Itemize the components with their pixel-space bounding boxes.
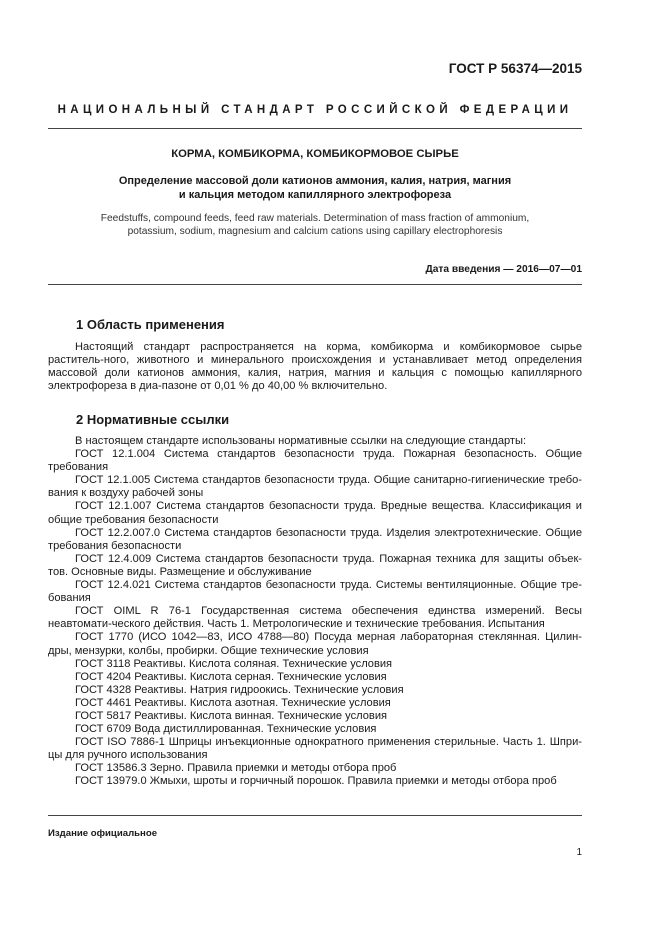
footer-rule — [48, 815, 582, 816]
subtitle-line-2: и кальция методом капиллярного электрофореза — [178, 189, 452, 201]
subtitle-line-1: Определение массовой доли катионов аммония, калия, натрия, магния — [118, 175, 512, 187]
section-2-body — [48, 435, 582, 789]
reference-item: ГОСТ 1770 (ИСО 1042—83, ИСО 4788—80) Посуда мерная лабораторная стеклянная. Цилин-дры, мензурки, колбы, пробирки. Общие технические условия — [48, 631, 582, 657]
reference-item: ГОСТ 12.4.021 Система стандартов безопасности труда. Системы вентиляционные. Общие тре-бования — [48, 579, 582, 605]
reference-item: ГОСТ 12.2.007.0 Система стандартов безопасности труда. Изделия электротехнические. Общие требования безопасности — [48, 526, 582, 552]
reference-item: ГОСТ 4328 Реактивы. Натрия гидроокись. Технические условия — [75, 683, 404, 696]
reference-item: ГОСТ 12.1.005 Система стандартов безопасности труда. Общие санитарно-гигиенические требо-вания к воздуху рабочей зоны — [48, 474, 582, 500]
national-standard-title: НАЦИОНАЛЬНЫЙ СТАНДАРТ РОССИЙСКОЙ ФЕДЕРАЦИИ — [57, 104, 573, 116]
doc-number: ГОСТ Р 56374—2015 — [448, 61, 582, 76]
english-title-line-1: Feedstuffs, compound feeds, feed raw materials. Determination of mass fraction of ammonium, — [100, 213, 530, 224]
reference-item: ГОСТ 13979.0 Жмыхи, шроты и горчичный порошок. Правила приемки и методы отбора проб — [75, 775, 557, 788]
reference-item: ГОСТ 4461 Реактивы. Кислота азотная. Технические условия — [75, 696, 391, 709]
section-1-paragraph: Настоящий стандарт распространяется на корма, комбикорма и комбикормовое сырье раститель-ного, животного и минерального происхождения и устанавливает метод определения массовой доли катионов аммония, калия, натрия, магния и кальция с помощью капиллярного электрофореза в диа-пазоне от 0,01 % до 40,00 % включительно. — [48, 341, 582, 393]
section-1-body — [48, 341, 582, 393]
introduction-date: Дата введения — 2016—07—01 — [425, 264, 582, 275]
page-number: 1 — [576, 847, 582, 858]
reference-item: ГОСТ 5817 Реактивы. Кислота винная. Технические условия — [75, 709, 388, 722]
english-title — [48, 212, 582, 238]
date-rule — [48, 284, 582, 285]
reference-item: ГОСТ 12.4.009 Система стандартов безопасности труда. Пожарная техника для защиты объек-тов. Основные виды. Размещение и обслуживание — [48, 552, 582, 578]
reference-item: ГОСТ 12.1.004 Система стандартов безопасности труда. Пожарная безопасность. Общие требования — [48, 448, 582, 474]
edition-label: Издание официальное — [48, 828, 158, 839]
reference-item: ГОСТ ISO 7886-1 Шприцы инъекционные однократного применения стерильные. Часть 1. Шпри-цы для ручного использования — [48, 736, 582, 762]
reference-item: ГОСТ 6709 Вода дистиллированная. Технические условия — [75, 723, 377, 736]
subtitle — [48, 174, 582, 202]
reference-item: ГОСТ 3118 Реактивы. Кислота соляная. Технические условия — [75, 657, 393, 670]
reference-item: ГОСТ 13586.3 Зерно. Правила приемки и методы отбора проб — [75, 762, 397, 775]
reference-item: ГОСТ OIML R 76-1 Государственная система обеспечения единства измерений. Весы неавтомати-ческого действия. Часть 1. Метрологические и технические требования. Испытания — [48, 605, 582, 631]
reference-item: ГОСТ 12.1.007 Система стандартов безопасности труда. Вредные вещества. Классификация и общие требования безопасности — [48, 500, 582, 526]
reference-item: ГОСТ 4204 Реактивы. Кислота серная. Технические условия — [75, 670, 387, 683]
main-title: КОРМА, КОМБИКОРМА, КОМБИКОРМОВОЕ СЫРЬЕ — [171, 148, 459, 160]
section-2-intro: В настоящем стандарте использованы нормативные ссылки на следующие стандарты: — [75, 435, 527, 447]
section-2-heading: 2 Нормативные ссылки — [76, 412, 230, 427]
header-rule — [48, 128, 582, 129]
section-1-heading: 1 Область применения — [76, 317, 225, 332]
english-title-line-2: potassium, sodium, magnesium and calcium cations using capillary electrophoresis — [127, 226, 503, 237]
